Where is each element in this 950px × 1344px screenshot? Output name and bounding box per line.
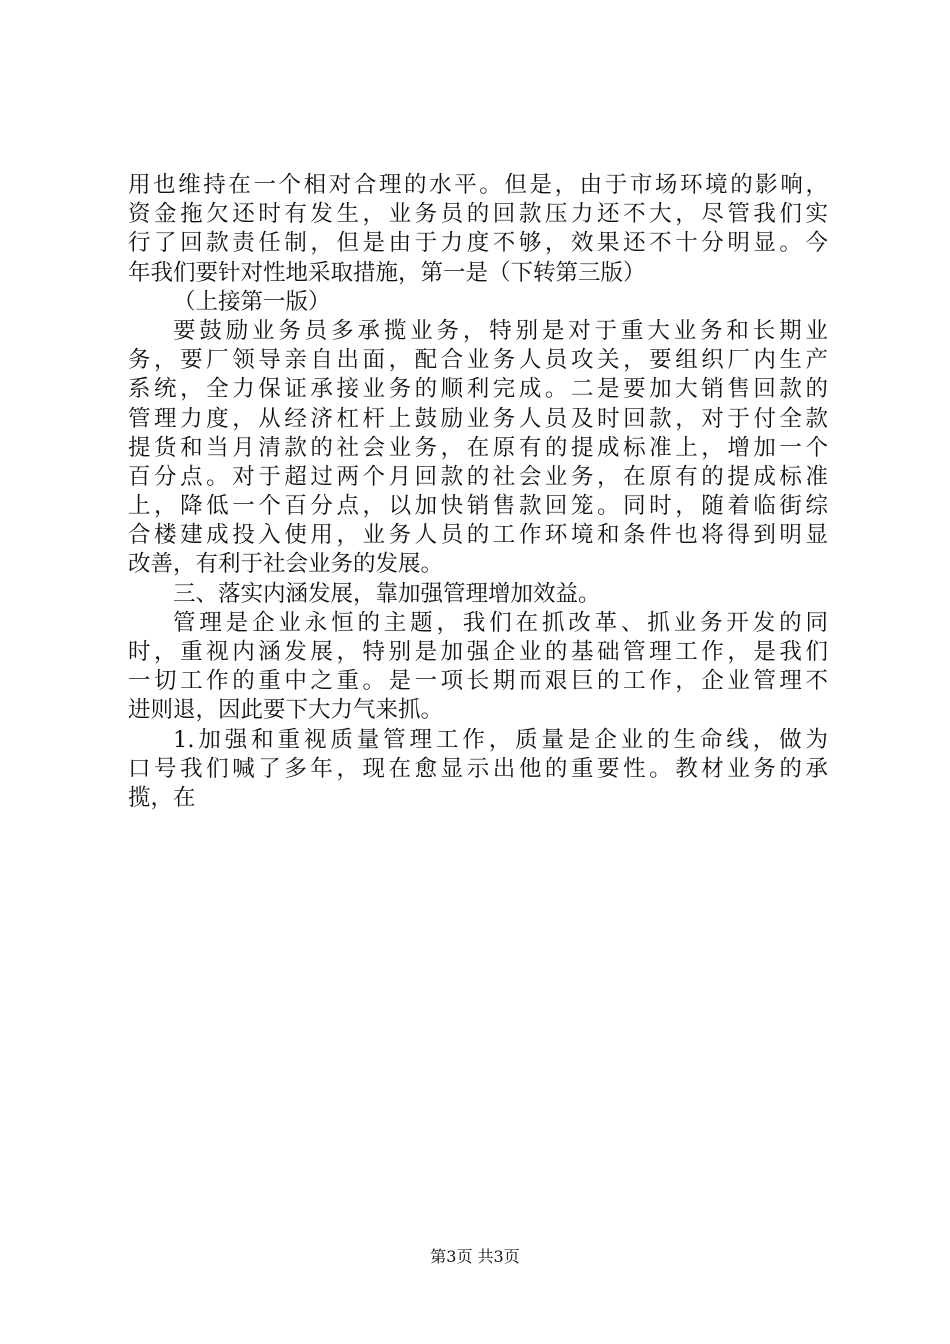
text-line: 改善，有利于社会业务的发展。 bbox=[128, 551, 444, 578]
text-line: （上接第一版） bbox=[173, 288, 331, 315]
text-line: 百分点。对于超过两个月回款的社会业务，在原有的提成标准 bbox=[128, 463, 828, 490]
text-line: 管理是企业永恒的主题，我们在抓改革、抓业务开发的同 bbox=[173, 609, 828, 636]
text-line: 上，降低一个百分点，以加快销售款回笼。同时，随着临街综 bbox=[128, 493, 828, 520]
text-line: 管理力度，从经济杠杆上鼓励业务人员及时回款，对于付全款 bbox=[128, 405, 828, 432]
text-line: 进则退，因此要下大力气来抓。 bbox=[128, 697, 444, 724]
text-line: 资金拖欠还时有发生，业务员的回款压力还不大，尽管我们实 bbox=[128, 201, 828, 228]
text-line: 年我们要针对性地采取措施，第一是（下转第三版） bbox=[128, 259, 646, 286]
text-line: 提货和当月清款的社会业务，在原有的提成标准上，增加一个 bbox=[128, 434, 828, 461]
text-line: 时，重视内涵发展，特别是加强企业的基础管理工作，是我们 bbox=[128, 639, 828, 665]
text-line: 用也维持在一个相对合理的水平。但是，由于市场环境的影响， bbox=[128, 172, 828, 198]
text-line: 务，要厂领导亲自出面，配合业务人员攻关，要组织厂内生产 bbox=[128, 347, 828, 374]
text-line: 一切工作的重中之重。是一项长期而艰巨的工作，企业管理不 bbox=[128, 668, 828, 695]
page-footer: 第3页 共3页 bbox=[430, 1247, 520, 1266]
text-line: 合楼建成投入使用，业务人员的工作环境和条件也将得到明显 bbox=[128, 522, 828, 549]
text-line: 揽，在 bbox=[128, 784, 196, 811]
text-line: 1.加强和重视质量管理工作，质量是企业的生命线，做为 bbox=[173, 726, 828, 753]
text-line: 三、落实内涵发展，靠加强管理增加效益。 bbox=[173, 580, 601, 607]
text-line: 要鼓励业务员多承揽业务，特别是对于重大业务和长期业 bbox=[173, 317, 828, 344]
body-text bbox=[128, 171, 828, 813]
text-line: 口号我们喊了多年，现在愈显示出他的重要性。教材业务的承 bbox=[128, 755, 828, 782]
text-line: 系统，全力保证承接业务的顺利完成。二是要加大销售回款的 bbox=[128, 376, 828, 403]
text-line: 行了回款责任制，但是由于力度不够，效果还不十分明显。今 bbox=[128, 230, 828, 257]
